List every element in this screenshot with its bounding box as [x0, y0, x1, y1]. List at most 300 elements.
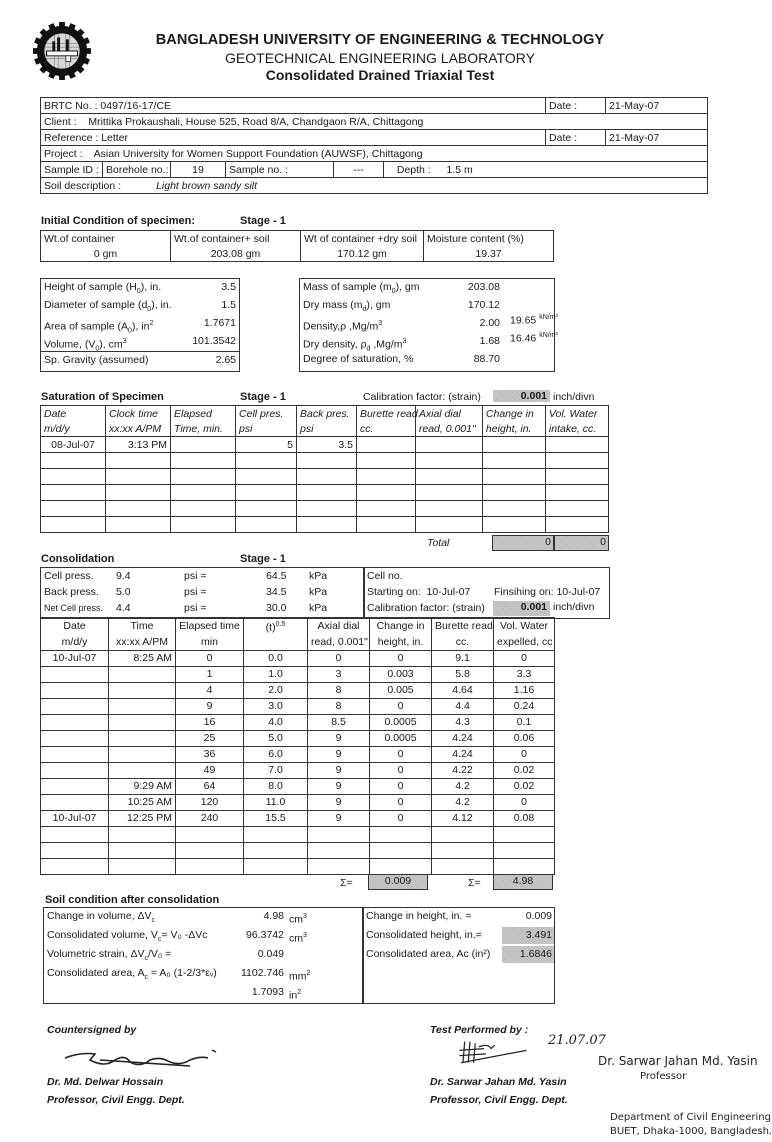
- initial-right-3-extra: 16.46: [510, 332, 537, 345]
- sigma-height-label: Σ=: [340, 877, 353, 889]
- initial-right-3-sub: d: [366, 345, 371, 353]
- moisture-value: 19.37: [424, 246, 554, 262]
- cell-no-row: [364, 568, 609, 585]
- initial-right-0-tail: ), gm: [395, 281, 420, 293]
- consolidation-header: [494, 635, 555, 651]
- initial-left-2-tail: ), in: [131, 320, 150, 333]
- consolidation-cell: 5.0: [244, 730, 308, 746]
- sample-info-table: [40, 97, 708, 194]
- initial-right-0-sub: 0: [391, 288, 396, 296]
- consolidation-cell: [109, 666, 176, 682]
- project-label: Project :: [44, 147, 83, 160]
- consolidation-header: [176, 618, 244, 635]
- saturation-calib-value: 0.001: [493, 390, 550, 402]
- saturation-degree-value: 88.70: [473, 353, 500, 365]
- after-left-row: [44, 946, 363, 963]
- consolidation-headers1-3: (t): [265, 621, 276, 634]
- pressure-eq: psi =: [184, 570, 207, 582]
- reference-row: [41, 130, 708, 146]
- pressure-psi: 9.4: [116, 570, 131, 582]
- after-right-value: 3.491: [502, 927, 554, 944]
- dry-density-value: 1.68: [479, 335, 500, 347]
- saturation-header: Vol. Water: [545, 406, 608, 422]
- consolidation-cell: [41, 682, 109, 698]
- after-right-value: 0.009: [525, 910, 552, 922]
- consolidation-header: [308, 618, 370, 635]
- sum-water-expelled: 4.98: [493, 874, 553, 890]
- consolidation-cell: 10:25 AM: [109, 794, 176, 810]
- consolidation-row: [41, 714, 555, 730]
- consolidation-row: [41, 746, 555, 762]
- initial-left-2-label: Area of sample (A: [44, 320, 129, 333]
- consolidation-cell: [494, 826, 555, 842]
- consolidation-cell: 4.2: [432, 778, 494, 794]
- after-left-3-label: Consolidated area, A: [47, 967, 145, 979]
- saturation-cell: [171, 453, 236, 469]
- saturation-cell: [356, 437, 415, 453]
- saturation-cell: [106, 517, 171, 533]
- saturation-cell: [106, 453, 171, 469]
- countersigner-title: Professor, Civil Engg. Dept.: [47, 1094, 185, 1106]
- saturation-cell: [482, 501, 545, 517]
- university-logo-icon: [33, 22, 91, 80]
- saturation-calib-label: Calibration factor: (strain): [363, 391, 481, 403]
- sp-gravity-row: [41, 351, 239, 369]
- sp-gravity-value: 2.65: [215, 354, 236, 366]
- consolidation-row: [41, 762, 555, 778]
- consolidation-header: [41, 635, 109, 651]
- after-left-value: 0.049: [257, 948, 284, 960]
- saturation-header: m/d/y: [41, 421, 106, 437]
- consolidation-cell: 4.4: [432, 698, 494, 714]
- saturation-cell: [236, 453, 297, 469]
- consolidation-headers1-4: Axial dial: [317, 620, 360, 633]
- saturation-header: read, 0.001": [415, 421, 482, 437]
- after-left-2-label: Volumetric strain, ΔV: [47, 948, 145, 960]
- mass-row: [300, 279, 554, 296]
- volume-value: 101.3542: [192, 335, 236, 347]
- countersigner-name: Dr. Md. Delwar Hossain: [47, 1076, 164, 1088]
- consolidation-header: [308, 635, 370, 651]
- consolidation-calib-label: Calibration factor: (strain): [367, 602, 485, 614]
- saturation-cell: [545, 437, 608, 453]
- sample-no-value: ---: [334, 162, 384, 178]
- consolidation-calib-value: 0.001: [493, 601, 550, 616]
- stamp-name: Dr. Sarwar Jahan Md. Yasin: [598, 1054, 758, 1068]
- consolidation-header: [244, 618, 308, 635]
- consolidation-cell: [41, 666, 109, 682]
- initial-left-4-label: Sp. Gravity (assumed): [44, 354, 149, 366]
- stamp-title: Professor: [640, 1071, 687, 1082]
- saturation-cell: [356, 485, 415, 501]
- after-left-value: 96.3742: [246, 929, 284, 941]
- after-left-0-sub: c: [151, 917, 155, 925]
- height-row: [41, 279, 239, 296]
- saturation-cell: [297, 453, 357, 469]
- saturation-cell: 08-Jul-07: [41, 437, 106, 453]
- consolidation-cell: 0: [494, 794, 555, 810]
- density-kn: [510, 314, 558, 327]
- consolidation-cell: [494, 858, 555, 874]
- consolidation-cell: [244, 826, 308, 842]
- consolidation-cell: 9: [308, 794, 370, 810]
- after-left-3-sup: 2: [306, 970, 311, 977]
- saturation-row: [41, 469, 609, 485]
- saturation-row: [41, 437, 609, 453]
- pressure-label: Cell press.: [44, 570, 94, 582]
- saturation-row: [41, 485, 609, 501]
- after-left-box: [43, 907, 364, 1004]
- consolidation-headers1-1: Time: [130, 620, 154, 633]
- initial-right-3-unit: kN/m³: [539, 332, 558, 339]
- saturation-total-intake: 0: [554, 535, 609, 551]
- consolidation-cell: [244, 842, 308, 858]
- after-right-2-label: Consolidated area, Aᴄ (in²): [366, 948, 491, 960]
- saturation-row: [41, 501, 609, 517]
- pressure-label: Back press.: [44, 586, 99, 598]
- date1-value: 21-May-07: [606, 98, 708, 114]
- consolidation-cell: [308, 858, 370, 874]
- saturation-header-row: [41, 406, 609, 422]
- consolidation-stage: Stage - 1: [240, 553, 286, 565]
- stamp-dept: Department of Civil Engineering: [610, 1112, 771, 1123]
- consolidation-cell: [432, 826, 494, 842]
- initial-left-3-sup: 3: [122, 338, 127, 345]
- reference-value: Letter: [101, 131, 129, 144]
- saturation-cell: [415, 453, 482, 469]
- initial-right-2-extra: 19.65: [510, 314, 537, 327]
- saturation-cell: [545, 501, 608, 517]
- consolidation-cell: [176, 842, 244, 858]
- saturation-row: [41, 453, 609, 469]
- consolidation-cell: 9: [176, 698, 244, 714]
- consolidation-cell: 36: [176, 746, 244, 762]
- saturation-header: psi: [297, 421, 357, 437]
- project-value: Asian University for Women Support Foundation (AUWSF), Chittagong: [93, 147, 423, 160]
- saturation-cell: [415, 517, 482, 533]
- consolidation-cell: 11.0: [244, 794, 308, 810]
- saturation-cell: [41, 501, 106, 517]
- consolidation-cell: 10-Jul-07: [41, 650, 109, 666]
- after-right-row: [363, 946, 554, 963]
- sample-dimensions-box: [40, 278, 240, 372]
- consolidation-cell: [494, 842, 555, 858]
- saturation-header: Clock time: [106, 406, 171, 422]
- initial-left-0-label: Height of sample (H: [44, 281, 137, 293]
- saturation-cell: [356, 501, 415, 517]
- saturation-row: [41, 517, 609, 533]
- consolidation-row: [41, 730, 555, 746]
- initial-left-2-sup: 2: [149, 320, 154, 327]
- moisture-value: 170.12 gm: [301, 246, 424, 262]
- saturation-table: [40, 405, 609, 533]
- after-right-value: 1.6846: [502, 946, 554, 963]
- saturation-cell: [171, 469, 236, 485]
- consolidation-row: [41, 778, 555, 794]
- stamp-address: BUET, Dhaka-1000, Bangladesh.: [610, 1126, 772, 1137]
- consolidation-cell: 0: [494, 746, 555, 762]
- saturation-cell: [171, 501, 236, 517]
- consolidation-headers2-6: cc.: [455, 636, 470, 648]
- pressure-eq: psi =: [184, 586, 207, 598]
- consolidation-header-row: [41, 618, 555, 635]
- pressure-psi: 4.4: [116, 602, 131, 614]
- moisture-header: Wt.of container: [41, 231, 171, 247]
- consolidation-cell: 0.24: [494, 698, 555, 714]
- consolidation-headers1-2: Elapsed time: [179, 620, 240, 633]
- moisture-header: Wt of container +dry soil: [301, 231, 424, 247]
- consolidation-cell: 4.2: [432, 794, 494, 810]
- saturation-cell: [171, 517, 236, 533]
- height-value: 3.5: [221, 281, 236, 293]
- borehole-label: Borehole no.:: [103, 162, 171, 178]
- saturation-total-height: 0: [492, 535, 554, 551]
- consolidation-cell: 0: [494, 650, 555, 666]
- area-row: [41, 315, 239, 335]
- consolidation-cell: 0: [370, 746, 432, 762]
- consolidation-calib-unit: inch/divn: [553, 601, 595, 613]
- saturation-cell: [106, 501, 171, 517]
- saturation-header: Elapsed: [171, 406, 236, 422]
- consolidation-header: [244, 635, 308, 651]
- saturation-cell: [545, 469, 608, 485]
- saturation-cell: 3:13 PM: [106, 437, 171, 453]
- saturation-cell: [415, 485, 482, 501]
- consolidation-cell: [41, 746, 109, 762]
- consolidation-header: [109, 618, 176, 635]
- consolidation-cell: [41, 858, 109, 874]
- consolidation-header: [432, 635, 494, 651]
- consolidation-cell: 16: [176, 714, 244, 730]
- consolidation-header: [370, 635, 432, 651]
- sigma-expelled-label: Σ=: [468, 877, 481, 889]
- consolidation-header: [176, 635, 244, 651]
- moisture-table: [40, 230, 554, 262]
- consolidation-cell-no-label: Cell no.: [367, 570, 403, 582]
- initial-stage: Stage - 1: [240, 215, 286, 227]
- after-left-3-unit: mm: [289, 970, 307, 983]
- consolidation-cell: [109, 826, 176, 842]
- saturation-cell: [482, 453, 545, 469]
- finishing-value: 10-Jul-07: [556, 586, 601, 598]
- diameter-row: [41, 297, 239, 314]
- soil-desc-value: Light brown sandy silt: [156, 179, 258, 192]
- consolidation-cell: [41, 826, 109, 842]
- saturation-cell: [482, 469, 545, 485]
- saturation-header: height, in.: [482, 421, 545, 437]
- consolidation-cell: [109, 682, 176, 698]
- moisture-value: 0 gm: [41, 246, 171, 262]
- after-left-3-sub: c: [144, 974, 148, 982]
- initial-left-2-sub: 0: [128, 327, 132, 335]
- consolidation-cell: 0.0005: [370, 714, 432, 730]
- brtc-row: [41, 98, 708, 114]
- saturation-header: Date: [41, 406, 106, 422]
- consolidation-cell: 0.005: [370, 682, 432, 698]
- after-left-2-tail: /V₀ =: [147, 948, 172, 960]
- saturation-header-row: [41, 421, 609, 437]
- after-left-2-sub: c: [144, 955, 148, 963]
- pressure-kpa: 34.5: [266, 586, 287, 598]
- initial-right-0-label: Mass of sample (m: [303, 281, 392, 293]
- dry-density-kn: [510, 332, 558, 345]
- consolidation-cell: [109, 698, 176, 714]
- consolidation-cell: 0: [308, 650, 370, 666]
- consolidation-headers2-7: expelled, cc: [497, 636, 553, 648]
- consolidation-cell: [41, 762, 109, 778]
- borehole-value: 19: [171, 162, 226, 178]
- after-right-box: [362, 907, 555, 1004]
- date2-value: 21-May-07: [606, 130, 708, 146]
- consolidation-cell: 8.5: [308, 714, 370, 730]
- consolidation-cell: [109, 842, 176, 858]
- saturation-cell: [171, 485, 236, 501]
- after-left-1-tail: = V₀ -ΔVᴄ: [161, 929, 208, 941]
- initial-right-2-sup: 3: [378, 320, 383, 327]
- university-name: BANGLADESH UNIVERSITY OF ENGINEERING & TECHNOLOGY: [155, 32, 605, 48]
- density-value: 2.00: [479, 317, 500, 329]
- consolidation-cell: 4.24: [432, 746, 494, 762]
- saturation-cell: [482, 437, 545, 453]
- consolidation-cell: [244, 858, 308, 874]
- consolidation-cell: 49: [176, 762, 244, 778]
- after-right-1-label: Consolidated height, in.=: [366, 929, 482, 941]
- after-left-3-tail: = A₀ (1-2/3*εᵥ): [147, 967, 217, 979]
- pressure-row: [41, 568, 364, 585]
- starting-value: 10-Jul-07: [426, 586, 471, 598]
- client-value: Mrittika Prokaushali, House 525, Road 8/A, Chandgaon R/A, Chittagong: [88, 115, 424, 128]
- after-left-0-sup: 3: [303, 913, 307, 920]
- saturation-header: Burette read: [356, 406, 415, 422]
- consolidation-cell: 0.02: [494, 762, 555, 778]
- consolidation-cell: [41, 842, 109, 858]
- consolidation-cell: 4.12: [432, 810, 494, 826]
- consolidation-cell: 9:29 AM: [109, 778, 176, 794]
- consolidation-header: [494, 618, 555, 635]
- initial-right-3-sup: 3: [402, 338, 407, 345]
- initial-left-3-label: Volume, (V: [44, 338, 96, 351]
- consolidation-headers2-2: min: [201, 636, 218, 648]
- sample-id-label: Sample ID :: [41, 162, 103, 178]
- pressure-kpa: 64.5: [266, 570, 287, 582]
- consolidation-cell: 0.02: [494, 778, 555, 794]
- consolidation-cell: 240: [176, 810, 244, 826]
- consolidation-table: [40, 617, 555, 875]
- saturation-cell: [297, 469, 357, 485]
- lab-name: GEOTECHNICAL ENGINEERING LABORATORY: [225, 50, 535, 66]
- saturation-cell: [236, 485, 297, 501]
- consolidation-cell: 4: [176, 682, 244, 698]
- consolidation-cell: 0: [370, 810, 432, 826]
- saturation-cell: [482, 517, 545, 533]
- consolidation-header: [370, 618, 432, 635]
- initial-left-3-tail: ), cm: [99, 338, 123, 351]
- diameter-value: 1.5: [221, 299, 236, 311]
- saturation-cell: [415, 469, 482, 485]
- after-left-1-sub: c: [157, 936, 162, 944]
- consolidation-cell: 1: [176, 666, 244, 682]
- initial-left-0-tail: ), in.: [140, 281, 162, 293]
- consolidation-cell: [308, 826, 370, 842]
- handwritten-date: 21.07.07: [548, 1033, 606, 1048]
- after-right-row: [363, 927, 554, 944]
- soil-description-row: [41, 178, 708, 194]
- consolidation-cell: [41, 714, 109, 730]
- consolidation-row: [41, 682, 555, 698]
- pressure-unit: kPa: [309, 570, 328, 582]
- consolidation-cell: 0: [370, 794, 432, 810]
- moisture-header: Moisture content (%): [424, 231, 554, 247]
- consolidation-cell: 1.0: [244, 666, 308, 682]
- sample-id-row: [41, 162, 708, 178]
- project-row: [41, 146, 708, 162]
- pressure-label: Net Cell press.: [44, 603, 104, 613]
- consolidation-header-row: [41, 635, 555, 651]
- initial-left-0-sub: 0: [136, 288, 141, 296]
- saturation-header: Back pres.: [297, 406, 357, 422]
- saturation-cell: [356, 453, 415, 469]
- consolidation-cell: [370, 842, 432, 858]
- after-left-1-unit: cm: [289, 932, 303, 945]
- consolidation-cell: 9: [308, 778, 370, 794]
- after-left-0-unit: cm: [289, 913, 303, 926]
- consolidation-cell: 8: [308, 682, 370, 698]
- pressure-box: [40, 567, 365, 619]
- consolidation-row: [41, 842, 555, 858]
- consolidation-headers1-6: Burette read: [435, 620, 493, 633]
- client-label: Client :: [44, 115, 77, 128]
- dry-mass-row: [300, 297, 554, 314]
- initial-right-2-label: Density,ρ ,Mg/m: [303, 320, 379, 333]
- after-left-value: 1.7093: [251, 986, 284, 998]
- saturation-stage: Stage - 1: [240, 391, 286, 403]
- saturation-cell: [356, 517, 415, 533]
- initial-left-1-label: Diameter of sample (d: [44, 299, 148, 311]
- saturation-cell: [356, 469, 415, 485]
- consolidation-cell: 0.0: [244, 650, 308, 666]
- brtc-label: BRTC No. :: [44, 99, 98, 112]
- consolidation-row: [41, 666, 555, 682]
- consolidation-cell: 4.0: [244, 714, 308, 730]
- saturation-cell: 5: [236, 437, 297, 453]
- saturation-cell: [41, 485, 106, 501]
- consolidation-cell: [432, 842, 494, 858]
- moisture-value: 203.08 gm: [171, 246, 301, 262]
- countersigned-label: Countersigned by: [47, 1024, 137, 1036]
- saturation-cell: [545, 453, 608, 469]
- initial-right-1-sub: d: [362, 306, 367, 314]
- consolidation-cell: 0.08: [494, 810, 555, 826]
- consolidation-cell: [176, 826, 244, 842]
- consolidation-cell: 0: [370, 762, 432, 778]
- consolidation-cell: 3.3: [494, 666, 555, 682]
- pressure-unit: kPa: [309, 586, 328, 598]
- consolidation-cell: 9.1: [432, 650, 494, 666]
- initial-right-2-unit: kN/m³: [539, 314, 558, 321]
- saturation-degree-row: [300, 351, 554, 368]
- after-left-value: 1102.746: [240, 967, 284, 979]
- saturation-total-label: Total: [427, 537, 450, 549]
- consolidation-cell: 0.06: [494, 730, 555, 746]
- consolidation-cell: 4.22: [432, 762, 494, 778]
- consolidation-header: [41, 618, 109, 635]
- consolidation-cell: 0.0005: [370, 730, 432, 746]
- consolidation-cell: 0: [370, 698, 432, 714]
- pressure-eq: psi =: [184, 602, 207, 614]
- reference-label: Reference :: [44, 131, 99, 144]
- consolidation-cell: 8.0: [244, 778, 308, 794]
- volume-row: [41, 333, 239, 353]
